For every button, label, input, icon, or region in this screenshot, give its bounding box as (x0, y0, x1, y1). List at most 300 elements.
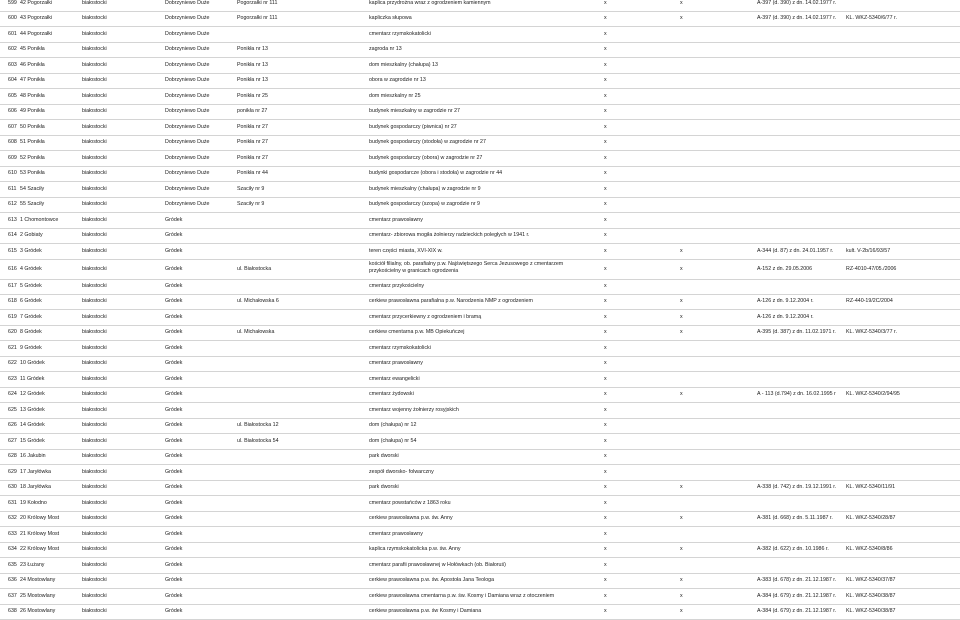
table-row (0, 604, 960, 620)
cell-lp: 613 (8, 217, 17, 223)
table-row (0, 372, 960, 388)
cell-x1: x (604, 546, 607, 552)
cell-gm: Dobrzyniewo Duże (165, 170, 210, 176)
cell-pow: białostocki (82, 139, 107, 145)
cell-x2: x (680, 248, 683, 254)
cell-x1: x (604, 360, 607, 366)
cell-lp: 608 (8, 139, 17, 145)
cell-inne: KL. WKZ-5340/28/87 (846, 515, 896, 521)
cell-x2: x (680, 484, 683, 490)
cell-pow: białostocki (82, 438, 107, 444)
table-row (0, 244, 960, 260)
cell-gm: Gródek (165, 298, 183, 304)
cell-gm: Gródek (165, 376, 183, 382)
cell-pow: białostocki (82, 376, 107, 382)
cell-x1: x (604, 201, 607, 207)
cell-gm: Gródek (165, 345, 183, 351)
cell-obj: cmentarz przykościelny (369, 283, 425, 289)
cell-lp: 607 (8, 124, 17, 130)
cell-lp: 635 (8, 562, 17, 568)
cell-gm: Dobrzyniewo Duże (165, 0, 210, 6)
cell-lp: 633 (8, 531, 17, 537)
cell-lp: 628 (8, 453, 17, 459)
cell-lp: 632 (8, 515, 17, 521)
cell-x2: x (680, 608, 683, 614)
cell-loc: 55 Szaciły (20, 201, 45, 207)
cell-addr: Ponikła nr 27 (237, 124, 268, 130)
cell-loc: 48 Ponikła (20, 93, 45, 99)
cell-lp: 631 (8, 500, 17, 506)
cell-x1: x (604, 248, 607, 254)
cell-gm: Gródek (165, 422, 183, 428)
table-row (0, 310, 960, 326)
cell-addr: Ponikła nr 25 (237, 93, 268, 99)
cell-gm: Dobrzyniewo Duże (165, 15, 210, 21)
cell-gm: Gródek (165, 407, 183, 413)
cell-loc: 15 Gródek (20, 438, 45, 444)
cell-gm: Gródek (165, 391, 183, 397)
cell-pow: białostocki (82, 314, 107, 320)
cell-obj: budynek mieszkalny (chałupa) w zagrodzie nr 9 (369, 186, 481, 192)
cell-pow: białostocki (82, 15, 107, 21)
cell-lp: 636 (8, 577, 17, 583)
cell-lp: 606 (8, 108, 17, 114)
cell-x1: x (604, 484, 607, 490)
cell-pow: białostocki (82, 155, 107, 161)
cell-lp: 610 (8, 170, 17, 176)
cell-x1: x (604, 391, 607, 397)
cell-gm: Gródek (165, 593, 183, 599)
cell-loc: 4 Gródek (20, 266, 42, 272)
cell-loc: 44 Pogorzałki (20, 31, 53, 37)
cell-pow: białostocki (82, 201, 107, 207)
cell-pow: białostocki (82, 500, 107, 506)
cell-inne: KL. WKZ-5340/6/77 r. (846, 15, 897, 21)
cell-x1: x (604, 124, 607, 130)
cell-loc: 18 Jaryłówka (20, 484, 51, 490)
cell-inne: kult. V-2b/16/93/57 (846, 248, 891, 254)
cell-pow: białostocki (82, 217, 107, 223)
cell-gm: Gródek (165, 515, 183, 521)
cell-lp: 617 (8, 283, 17, 289)
cell-x1: x (604, 500, 607, 506)
table-row (0, 213, 960, 229)
cell-gm: Dobrzyniewo Duże (165, 201, 210, 207)
cell-gm: Dobrzyniewo Duże (165, 46, 210, 52)
cell-rej: A-381 (d. 668) z dn. 5.11.1987 r. (757, 515, 833, 521)
cell-gm: Dobrzyniewo Duże (165, 186, 210, 192)
table-row (0, 465, 960, 481)
cell-lp: 624 (8, 391, 17, 397)
table-row (0, 73, 960, 89)
cell-lp: 611 (8, 186, 17, 192)
cell-gm: Gródek (165, 217, 183, 223)
cell-gm: Gródek (165, 562, 183, 568)
cell-gm: Dobrzyniewo Duże (165, 31, 210, 37)
cell-x1: x (604, 345, 607, 351)
cell-rej: A-383 (d. 678) z dn. 21.12.1987 r. (757, 577, 837, 583)
cell-lp: 612 (8, 201, 17, 207)
cell-pow: białostocki (82, 108, 107, 114)
cell-pow: białostocki (82, 546, 107, 552)
cell-rej: A-397 (d. 390) z dn. 14.02.1977 r. (757, 0, 837, 6)
cell-obj: obora w zagrodzie nr 13 (369, 77, 426, 83)
cell-lp: 627 (8, 438, 17, 444)
cell-rej: A-338 (d. 742) z dn. 19.12.1991 r. (757, 484, 837, 490)
cell-x1: x (604, 531, 607, 537)
cell-loc: 11 Gródek (20, 376, 45, 382)
table-row (0, 197, 960, 213)
cell-gm: Gródek (165, 469, 183, 475)
cell-loc: 23 Łużany (20, 562, 45, 568)
cell-gm: Gródek (165, 314, 183, 320)
cell-inne: RZ-4010-47/05./2006 (846, 266, 897, 272)
cell-loc: 26 Mostowlany (20, 608, 56, 614)
cell-inne: RZ-440-19/2C/2004 (846, 298, 893, 304)
cell-pow: białostocki (82, 46, 107, 52)
cell-pow: białostocki (82, 93, 107, 99)
cell-pow: białostocki (82, 593, 107, 599)
cell-pow: białostocki (82, 0, 107, 6)
cell-obj: budynek gospodarczy (stodoła) w zagrodzie nr 27 (369, 139, 486, 145)
cell-pow: białostocki (82, 562, 107, 568)
table-row (0, 573, 960, 589)
table-row (0, 58, 960, 74)
cell-loc: 21 Królowy Most (20, 531, 60, 537)
table-row (0, 294, 960, 310)
cell-addr: Ponikła nr 13 (237, 62, 268, 68)
cell-rej: A-126 z dn. 9.12.2004 r. (757, 314, 814, 320)
cell-gm: Gródek (165, 329, 183, 335)
cell-lp: 621 (8, 345, 17, 351)
cell-pow: białostocki (82, 186, 107, 192)
cell-gm: Gródek (165, 248, 183, 254)
cell-obj: cmentarz prawosławny (369, 531, 423, 537)
cell-lp: 602 (8, 46, 17, 52)
table-row (0, 418, 960, 434)
cell-gm: Dobrzyniewo Duże (165, 124, 210, 130)
cell-x2: x (680, 546, 683, 552)
cell-lp: 601 (8, 31, 17, 37)
cell-obj: dom mieszkalny (chałupa) 13 (369, 62, 438, 68)
cell-x1: x (604, 155, 607, 161)
cell-x1: x (604, 608, 607, 614)
cell-gm: Dobrzyniewo Duże (165, 62, 210, 68)
cell-obj: cerkiew prawosławna p.w. św. Apostoła Jana Teologa (369, 577, 495, 583)
cell-inne: KL. WKZ-5340/38/87 (846, 608, 896, 614)
cell-pow: białostocki (82, 232, 107, 238)
cell-obj: cerkiew cmentarna p.w. MB Opiekuńczej (369, 329, 465, 335)
cell-x1: x (604, 108, 607, 114)
cell-x1: x (604, 46, 607, 52)
cell-obj: budynek gospodarczy (szopa) w zagrodzie nr 9 (369, 201, 480, 207)
cell-loc: 6 Gródek (20, 298, 42, 304)
cell-x1: x (604, 31, 607, 37)
table-row (0, 104, 960, 120)
cell-gm: Dobrzyniewo Duże (165, 155, 210, 161)
cell-pow: białostocki (82, 170, 107, 176)
cell-obj: dom (chałupa) nr 54 (369, 438, 417, 444)
cell-lp: 616 (8, 266, 17, 272)
cell-pow: białostocki (82, 62, 107, 68)
table-row (0, 325, 960, 341)
cell-addr: Szaciły nr 9 (237, 186, 265, 192)
cell-loc: 42 Pogorzałki (20, 0, 53, 6)
cell-rej: A - 113 (d.794) z dn. 16.02.1995 r (757, 391, 836, 397)
cell-loc: 12 Gródek (20, 391, 45, 397)
cell-x1: x (604, 577, 607, 583)
cell-rej: A-152 z dn. 29.05.2006 (757, 266, 813, 272)
cell-obj: zagroda nr 13 (369, 46, 402, 52)
table-row (0, 496, 960, 512)
cell-lp: 619 (8, 314, 17, 320)
cell-loc: 3 Gródek (20, 248, 42, 254)
cell-lp: 609 (8, 155, 17, 161)
cell-loc: 50 Ponikła (20, 124, 45, 130)
cell-addr: ul. Michałowska (237, 329, 275, 335)
cell-x1: x (604, 469, 607, 475)
cell-obj: dom (chałupa) nr 12 (369, 422, 417, 428)
cell-loc: 52 Ponikła (20, 155, 45, 161)
cell-rej: A-397 (d. 390) z dn. 14.02.1977 r. (757, 15, 837, 21)
cell-obj: cmentarz prawosławny (369, 217, 423, 223)
cell-inne: KL. WKZ-5340/2/94/95 (846, 391, 900, 397)
table-row (0, 480, 960, 496)
cell-gm: Gródek (165, 608, 183, 614)
cell-addr: Ponikła nr 44 (237, 170, 268, 176)
cell-loc: 46 Ponikła (20, 62, 45, 68)
cell-addr: ponikła nr 27 (237, 108, 268, 114)
cell-x1: x (604, 77, 607, 83)
cell-obj: cmentarz parafii prawosławnej w Hołówkach (ob. Białoruś) (369, 562, 506, 568)
table-row (0, 279, 960, 295)
cell-pow: białostocki (82, 298, 107, 304)
cell-lp: 603 (8, 62, 17, 68)
cell-lp: 605 (8, 93, 17, 99)
cell-pow: białostocki (82, 77, 107, 83)
cell-loc: 49 Ponikła (20, 108, 45, 114)
cell-obj: dom mieszkalny nr 25 (369, 93, 421, 99)
cell-gm: Dobrzyniewo Duże (165, 108, 210, 114)
cell-gm: Gródek (165, 546, 183, 552)
cell-pow: białostocki (82, 484, 107, 490)
cell-loc: 8 Gródek (20, 329, 42, 335)
cell-obj: cmentarz rzymskokatolicki (369, 345, 431, 351)
cell-gm: Dobrzyniewo Duże (165, 93, 210, 99)
cell-pow: białostocki (82, 453, 107, 459)
cell-x1: x (604, 266, 607, 272)
cell-lp: 637 (8, 593, 17, 599)
cell-gm: Gródek (165, 360, 183, 366)
cell-x1: x (604, 139, 607, 145)
cell-x2: x (680, 577, 683, 583)
cell-loc: 24 Mostowlany (20, 577, 56, 583)
cell-loc: 19 Kołodno (20, 500, 47, 506)
cell-loc: 5 Gródek (20, 283, 42, 289)
cell-gm: Gródek (165, 438, 183, 444)
table-row (0, 260, 960, 280)
table-row (0, 356, 960, 372)
cell-lp: 634 (8, 546, 17, 552)
cell-obj: kaplica rzymskokatolicka p.w. św. Anny (369, 546, 461, 552)
cell-lp: 623 (8, 376, 17, 382)
cell-addr: Pogorzałki nr 111 (237, 15, 278, 21)
cell-addr: Ponikła nr 13 (237, 46, 268, 52)
cell-pow: białostocki (82, 283, 107, 289)
cell-obj: budynek mieszkalny w zagrodzie nr 27 (369, 108, 460, 114)
cell-lp: 626 (8, 422, 17, 428)
cell-loc: 25 Mostowlany (20, 593, 56, 599)
cell-pow: białostocki (82, 345, 107, 351)
cell-pow: białostocki (82, 407, 107, 413)
cell-pow: białostocki (82, 391, 107, 397)
cell-x1: x (604, 422, 607, 428)
table-row (0, 89, 960, 105)
cell-rej: A-395 (d. 387) z dn. 11.02.1971 r. (757, 329, 836, 335)
table-row (0, 11, 960, 27)
cell-inne: KL. WKZ-5340/3/77 r. (846, 329, 897, 335)
cell-loc: 45 Ponikła (20, 46, 45, 52)
cell-gm: Gródek (165, 484, 183, 490)
cell-rej: A-384 (d. 679) z dn. 21.12.1987 r. (757, 608, 837, 614)
table-row (0, 151, 960, 167)
cell-x1: x (604, 232, 607, 238)
cell-x1: x (604, 298, 607, 304)
cell-gm: Gródek (165, 500, 183, 506)
cell-inne: KL. WKZ-5340/11/91 (846, 484, 896, 490)
cell-lp: 620 (8, 329, 17, 335)
cell-loc: 9 Gródek (20, 345, 42, 351)
cell-obj: budynek gospodarczy (piwnica) nr 27 (369, 124, 457, 130)
cell-obj: cmentarz powstańców z 1863 roku (369, 500, 451, 506)
cell-x2: x (680, 593, 683, 599)
cell-x1: x (604, 186, 607, 192)
table-row (0, 403, 960, 419)
cell-obj: cmentarz- zbiorowa mogiła żołnierzy radzieckich poległych w 1941 r. (369, 232, 530, 238)
cell-x2: x (680, 15, 683, 21)
cell-pow: białostocki (82, 577, 107, 583)
table-row (0, 434, 960, 450)
table-row (0, 42, 960, 58)
cell-obj: cerkiew prawosławna parafialna p.w. Narodzenia NMP z ogrodzeniem (369, 298, 533, 304)
cell-x1: x (604, 562, 607, 568)
cell-obj: kapliczka słupowa (369, 15, 412, 21)
cell-addr: ul. Białostocka 12 (237, 422, 279, 428)
cell-x1: x (604, 329, 607, 335)
cell-lp: 615 (8, 248, 17, 254)
cell-x2: x (680, 329, 683, 335)
cell-obj: budynek gospodarczy (obora) w zagrodzie nr 27 (369, 155, 483, 161)
cell-rej: A-382 (d. 622) z dn. 10.1986 r. (757, 546, 829, 552)
table-row (0, 558, 960, 574)
cell-x1: x (604, 376, 607, 382)
cell-addr: ul. Białostocka (237, 266, 272, 272)
cell-obj: budynki gospodarcze (obora i stodoła) w zagrodzie nr 44 (369, 170, 503, 176)
cell-x2: x (680, 515, 683, 521)
cell-pow: białostocki (82, 248, 107, 254)
cell-obj: zespół dworsko- folwarczny (369, 469, 434, 475)
cell-lp: 599 (8, 0, 17, 6)
cell-obj: cerkiew prawosławna p.w. św Kosmy i Damiana (369, 608, 482, 614)
cell-inne: KL. WKZ-5340/8/86 (846, 546, 893, 552)
cell-addr: Pogorzałki nr 111 (237, 0, 278, 6)
cell-inne: KL. WKZ-5340/38/87 (846, 593, 896, 599)
cell-lp: 600 (8, 15, 17, 21)
cell-x1: x (604, 438, 607, 444)
cell-x1: x (604, 453, 607, 459)
cell-x1: x (604, 170, 607, 176)
cell-obj: park dworski (369, 484, 399, 490)
cell-rej: A-344 (d. 87) z dn. 24.01.1957 r. (757, 248, 834, 254)
table-row (0, 511, 960, 527)
cell-loc: 51 Ponikła (20, 139, 45, 145)
cell-x2: x (680, 266, 683, 272)
cell-x1: x (604, 0, 607, 6)
cell-loc: 14 Gródek (20, 422, 45, 428)
cell-obj: cmentarz wojenny żołnierzy rosyjskich (369, 407, 459, 413)
cell-lp: 614 (8, 232, 17, 238)
cell-pow: białostocki (82, 124, 107, 130)
cell-gm: Gródek (165, 232, 183, 238)
cell-loc: 1 Chomontowce (20, 217, 59, 223)
cell-pow: białostocki (82, 266, 107, 272)
table-row (0, 589, 960, 605)
cell-loc: 17 Jaryłówka (20, 469, 51, 475)
cell-pow: białostocki (82, 360, 107, 366)
cell-loc: 54 Szaciły (20, 186, 45, 192)
table-row (0, 120, 960, 136)
cell-obj: kaplica przydrożna wraz z ogrodzeniem kamiennym (369, 0, 491, 6)
cell-x1: x (604, 283, 607, 289)
cell-loc: 16 Jakubin (20, 453, 46, 459)
cell-lp: 622 (8, 360, 17, 366)
cell-x2: x (680, 298, 683, 304)
cell-obj: cerkiew prawosławna cmentarna p.w. św. Kosmy i Damiana wraz z otoczeniem (369, 593, 555, 599)
cell-obj: cmentarz prawosławny (369, 360, 423, 366)
cell-pow: białostocki (82, 515, 107, 521)
cell-pow: białostocki (82, 531, 107, 537)
cell-x1: x (604, 593, 607, 599)
cell-x1: x (604, 217, 607, 223)
cell-lp: 629 (8, 469, 17, 475)
cell-loc: 22 Królowy Most (20, 546, 60, 552)
table-row (0, 27, 960, 43)
cell-obj: park dworski (369, 453, 399, 459)
cell-x1: x (604, 62, 607, 68)
cell-gm: Gródek (165, 283, 183, 289)
cell-obj: kościół filialny, ob. parafialny p.w. Najświętszego Serca Jezusowego z cmentarzem przykościelny w granicach ogrodzenia (369, 261, 564, 274)
cell-lp: 638 (8, 608, 17, 614)
cell-lp: 625 (8, 407, 17, 413)
cell-loc: 13 Gródek (20, 407, 45, 413)
table-row (0, 166, 960, 182)
table-row (0, 341, 960, 357)
cell-loc: 53 Ponikła (20, 170, 45, 176)
cell-rej: A-126 z dn. 9.12.2004 r. (757, 298, 814, 304)
cell-lp: 604 (8, 77, 17, 83)
cell-rej: A-384 (d. 679) z dn. 21.12.1987 r. (757, 593, 837, 599)
cell-gm: Gródek (165, 577, 183, 583)
cell-obj: cerkiew prawosławna p.w. św. Anny (369, 515, 453, 521)
table-row (0, 387, 960, 403)
cell-addr: Ponikła nr 27 (237, 139, 268, 145)
cell-addr: ul. Białostocka 54 (237, 438, 279, 444)
cell-addr: ul. Michałowska 6 (237, 298, 279, 304)
cell-loc: 7 Gródek (20, 314, 42, 320)
cell-x2: x (680, 314, 683, 320)
cell-pow: białostocki (82, 608, 107, 614)
table-row (0, 542, 960, 558)
